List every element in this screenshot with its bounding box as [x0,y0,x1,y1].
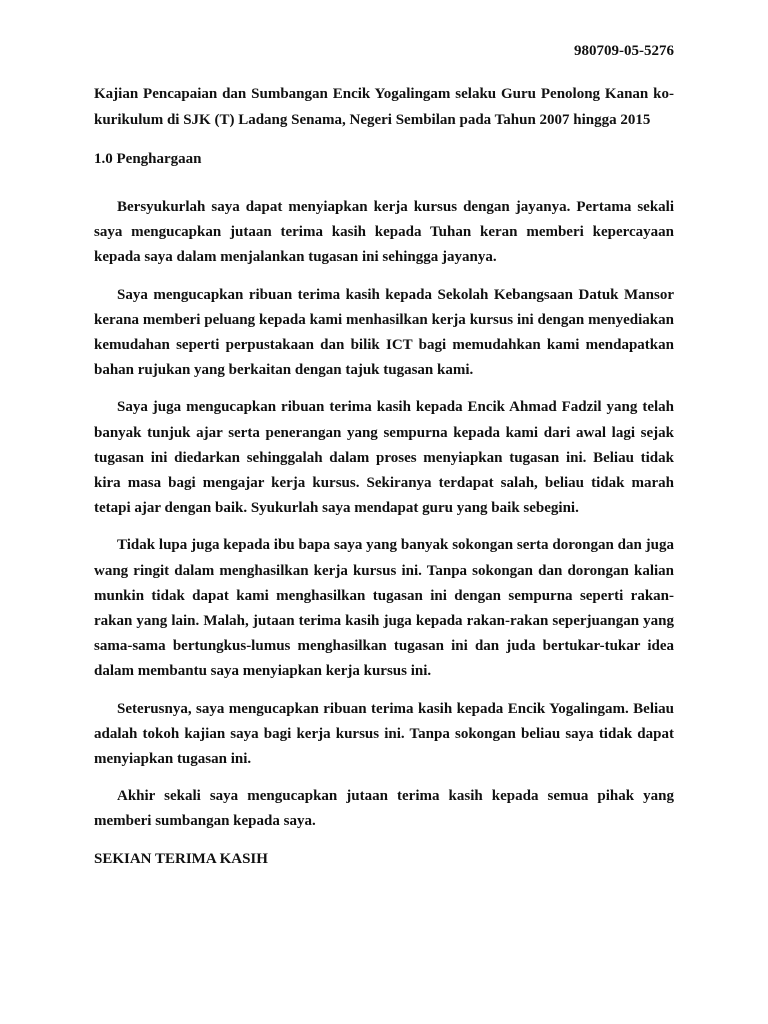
paragraph-6: Akhir sekali saya mengucapkan jutaan terima kasih kepada semua pihak yang memberi sumbangan kepada saya. [94,788,674,830]
paragraph-1: Bersyukurlah saya dapat menyiapkan kerja kursus dengan jayanya. Pertama sekali saya mengucapkan jutaan terima kasih kepada Tuhan keran memberi kepercayaan kepada saya dalam menjalankan tugasan ini sehingga jayanya. [94,199,674,266]
document-page [94,38,674,872]
document-id-number: 980709-05-5276 [574,43,674,59]
closing-line: SEKIAN TERIMA KASIH [94,850,268,867]
section-heading: 1.0 Penghargaan [94,151,202,167]
paragraph-3: Saya juga mengucapkan ribuan terima kasih kepada Encik Ahmad Fadzil yang telah banyak tunjuk ajar serta penerangan yang sempurna kepada kami dari awal lagi sejak tugasan ini diedarkan sehinggalah dalam proses menyiapkan tugasan ini. Beliau tidak kira masa bagi mengajar kerja kursus. Sekiranya terdapat salah, beliau tidak marah tetapi ajar dengan baik. Syukurlah saya mendapat guru yang baik sebegini. [94,399,674,517]
paragraph-2: Saya mengucapkan ribuan terima kasih kepada Sekolah Kebangsaan Datuk Mansor kerana memberi peluang kepada kami menhasilkan kerja kursus ini dengan menyediakan kemudahan seperti perpustakaan dan bilik ICT bagi memudahkan kami mendapatkan bahan rujukan yang berkaitan dengan tajuk tugasan kami. [94,286,674,379]
paragraph-5: Seterusnya, saya mengucapkan ribuan terima kasih kepada Encik Yogalingam. Beliau adalah tokoh kajian saya bagi kerja kursus ini. Tanpa sokongan beliau saya tidak dapat menyiapkan tugasan ini. [94,700,674,768]
document-title: Kajian Pencapaian dan Sumbangan Encik Yogalingam selaku Guru Penolong Kanan ko-kurikulum di SJK (T) Ladang Senama, Negeri Sembilan pada Tahun 2007 hingga 2015 [94,86,674,128]
paragraph-4: Tidak lupa juga kepada ibu bapa saya yang banyak sokongan serta dorongan dan juga wang ringit dalam menghasilkan kerja kursus ini. Tanpa sokongan dan dorongan kalian munkin tidak dapat kami menghasilkan tugasan ini dengan sempurna seperti rakan-rakan yang lain. Malah, jutaan terima kasih juga kepada rakan-rakan seperjuangan yang sama-sama bertungkus-lumus menghasilkan tugasan ini dan juda bertukar-tukar idea dalam membantu saya menyiapkan kerja kursus ini. [94,537,674,680]
